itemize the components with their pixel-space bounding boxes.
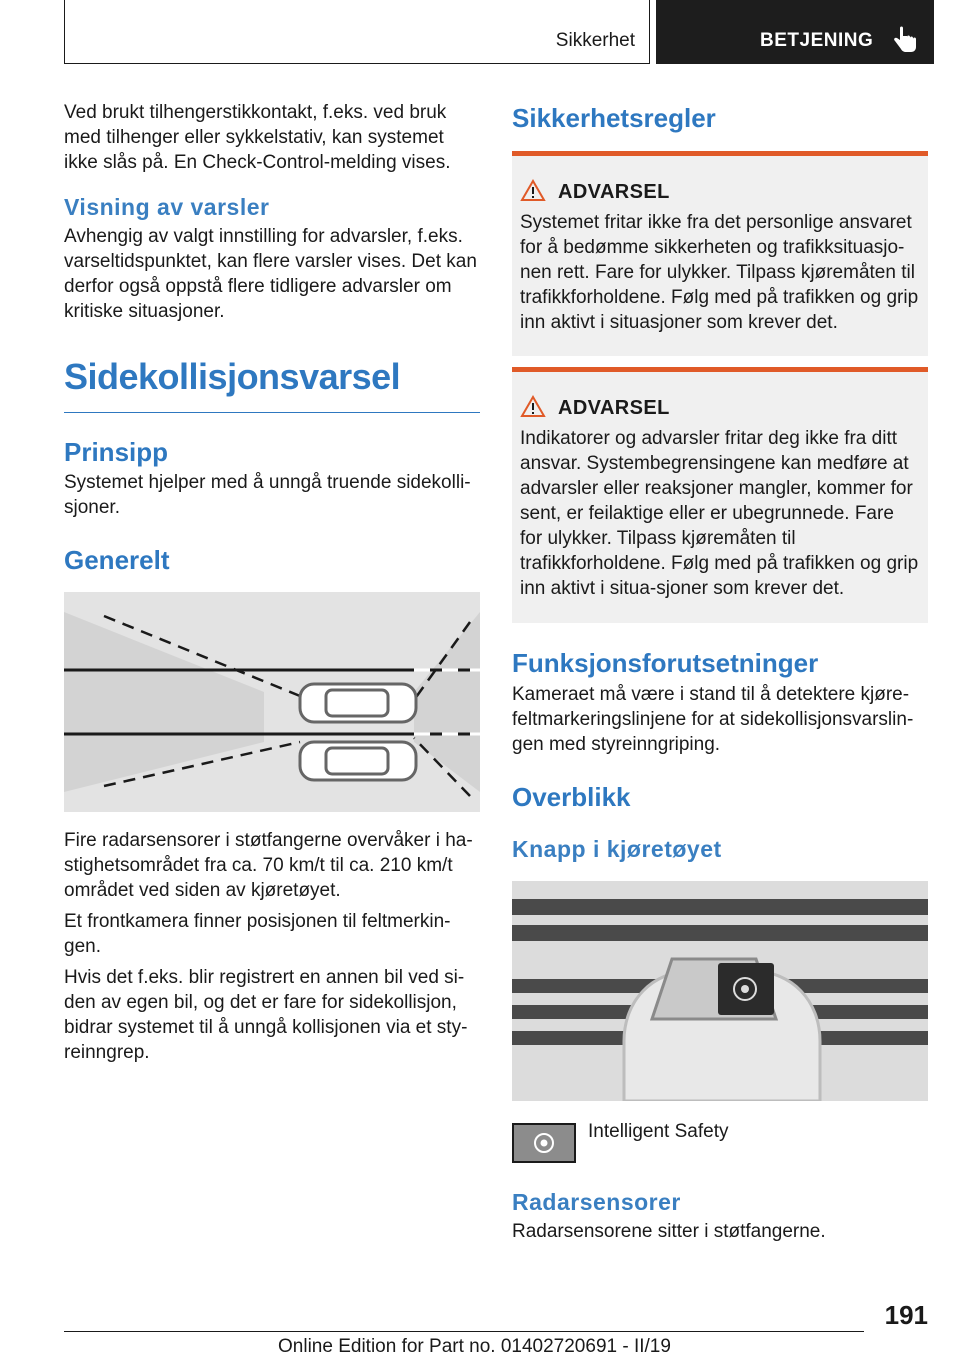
right-column	[512, 100, 928, 1244]
hand-pointer-icon	[892, 26, 918, 54]
funksjon-paragraph: Kameraet må være i stand til å detektere kjøre-feltmarkeringslinjene for at sidekollisjonsvarslin-gen med styreinngriping.	[512, 684, 914, 755]
header-section-box	[64, 0, 650, 64]
overblikk-heading: Overblikk	[512, 782, 631, 812]
header-section-title: Sikkerhet	[555, 30, 635, 51]
generelt-heading: Generelt	[64, 545, 170, 575]
knapp-heading: Knapp i kjøretøyet	[512, 836, 722, 862]
page-number: 191	[884, 1300, 928, 1330]
footer-rule	[64, 1331, 864, 1332]
left-column	[64, 100, 480, 1065]
funksjon-heading: Funksjonsforutsetninger	[512, 648, 819, 678]
car-lower	[300, 742, 416, 780]
warning-title-2: ADVARSEL	[558, 397, 670, 419]
button-legend-label: Intelligent Safety	[588, 1121, 729, 1142]
camera-paragraph: Et frontkamera finner posisjonen til feltmerkin-gen.	[64, 911, 451, 957]
radar-heading: Radarsensorer	[512, 1189, 681, 1215]
visning-paragraph: Avhengig av valgt innstilling for advarsler, f.eks. varseltidspunktet, kan flere varsler vises. Det kan derfor også oppstå flere tidligere advarsler om kritiske situasjoner.	[64, 226, 477, 322]
intro-paragraph: Ved brukt tilhengerstikkontakt, f.eks. ved bruk med tilhenger eller sykkelstativ, kan systemet ikke slås på. En Check-Control-melding vises.	[64, 102, 451, 173]
main-heading: Sidekollisjonsvarsel	[64, 356, 401, 397]
button-legend-row	[512, 1123, 928, 1163]
sikkerhet-heading: Sikkerhetsregler	[512, 103, 716, 133]
vehicle-button-photo	[512, 881, 928, 1101]
prinsipp-heading: Prinsipp	[64, 437, 169, 467]
button-panel-svg	[512, 881, 928, 1101]
radar-paragraph: Fire radarsensorer i støtfangerne overvåker i ha-stighetsområdet fra ca. 70 km/t til ca. 210 km/t området ved siden av kjøretøyet.	[64, 830, 473, 901]
header-chapter-title: BETJENING	[760, 30, 874, 51]
collision-paragraph: Hvis det f.eks. blir registrert en annen bil ved si-den av egen bil, og det er fare for sidekollisjon, bidrar systemet til å unngå kollisjonen via et sty-reinngrep.	[64, 967, 468, 1063]
radar-sensor-paragraph: Radarsensorene sitter i støtfangerne.	[512, 1221, 826, 1242]
main-heading-rule	[64, 412, 480, 413]
warning-title-1: ADVARSEL	[558, 181, 670, 203]
warning-text-1: Systemet fritar ikke fra det personlige ansvaret for å bedømme sikkerheten og trafikksituasjo-nen rett. Fare for ulykker. Tilpass kjøremåten til trafikkforholdene. Følg med på trafikken og grip inn aktivt i situasjoner som krever det.	[520, 212, 919, 333]
car-upper	[300, 684, 416, 722]
footer-edition: Online Edition for Part no. 01402720691 - II/19	[278, 1336, 671, 1357]
warning-triangle-icon	[520, 395, 546, 418]
warning-text-2: Indikatorer og advarsler fritar deg ikke fra ditt ansvar. Systembegrensingene kan medføre at advarsler eller reaksjoner mangler, kommer for sent, er feilaktige eller er ubegrunnede. Fare for ulykker. Tilpass kjøremåten til trafikkforholdene. Følg med på trafikken og grip inn aktivt i situa-sjoner som krever det.	[520, 428, 919, 599]
header-chapter-tab	[656, 0, 934, 64]
side-collision-illustration	[64, 592, 480, 812]
warning-box-2	[512, 367, 928, 623]
warning-triangle-icon	[520, 179, 546, 202]
intelligent-safety-icon	[512, 1123, 576, 1163]
prinsipp-paragraph: Systemet hjelper med å unngå truende sidekolli-sjoner.	[64, 472, 471, 518]
visning-heading: Visning av varsler	[64, 194, 270, 220]
warning-box-1	[512, 151, 928, 356]
lane-diagram-svg	[64, 592, 480, 812]
